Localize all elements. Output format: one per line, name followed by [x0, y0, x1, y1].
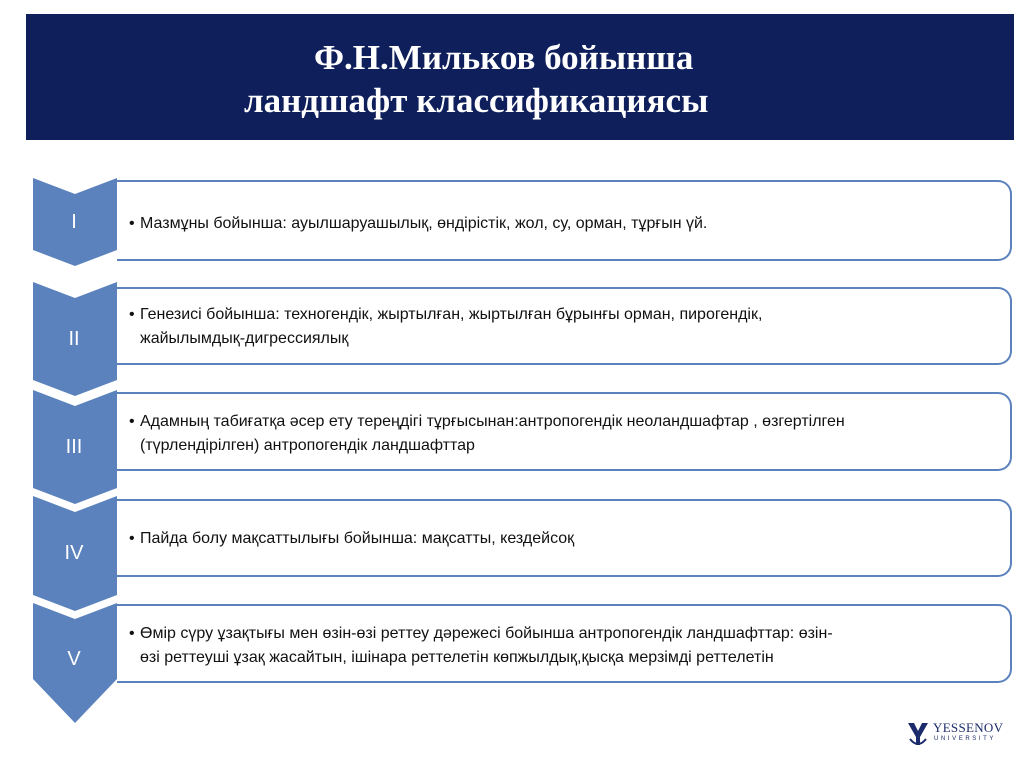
- item-text-3: [129, 410, 1000, 458]
- numeral-5: V: [67, 647, 81, 670]
- university-logo: [906, 719, 1002, 753]
- bullet-icon: •: [129, 413, 135, 430]
- chevron-4: [33, 496, 117, 611]
- item-box-1: [117, 180, 1012, 261]
- chevron-3: [33, 390, 117, 504]
- item-text-4: [129, 527, 1000, 551]
- item-box-2: [117, 287, 1012, 365]
- item-line: (түрлендірілген) антропогендік ландшафттар: [140, 437, 475, 454]
- bullet-icon: •: [129, 215, 135, 232]
- numeral-3: III: [65, 435, 83, 458]
- logo-subtitle: UNIVERSITY: [934, 736, 997, 742]
- numeral-4: IV: [64, 542, 84, 564]
- title-banner: [26, 14, 1014, 140]
- item-line: Генезисі бойынша: техногендік, жыртылған, жыртылған бұрынғы орман, пирогендік,: [140, 306, 763, 323]
- item-line: өзі реттеуші ұзақ жасайтын, ішінара реттелетін көпжылдық,қысқа мерзімді реттелетін: [140, 649, 774, 666]
- bullet-icon: •: [129, 306, 135, 323]
- bullet-icon: •: [129, 625, 135, 642]
- title-line-1: Ф.Н.Мильков бойынша: [314, 38, 694, 77]
- chevron-1: [33, 178, 117, 266]
- numeral-1: I: [71, 210, 77, 233]
- numeral-2: II: [68, 327, 80, 350]
- logo-emblem-icon: [906, 719, 930, 747]
- item-line: Адамның табиғатқа әсер ету тереңдігі тұрғысынан:антропогендік неоландшафтар , өзгертілген: [140, 413, 845, 430]
- item-line: Пайда болу мақсаттылығы бойынша: мақсатты, кездейсоқ: [140, 530, 575, 547]
- item-text-5: [129, 622, 1000, 670]
- chevron-5: [33, 603, 117, 723]
- item-line: Өмір сүру ұзақтығы мен өзін-өзі реттеу дәрежесі бойынша антропогендік ландшафттар: өзін-: [140, 625, 833, 642]
- item-line: Мазмұны бойынша: ауылшаруашылық, өндірістік, жол, су, орман, тұрғын үй.: [140, 215, 708, 232]
- bullet-icon: •: [129, 530, 135, 547]
- item-text-2: [129, 303, 1000, 351]
- item-box-3: [117, 392, 1012, 471]
- item-box-4: [117, 499, 1012, 577]
- item-box-5: [117, 604, 1012, 683]
- chevron-2: [33, 282, 117, 396]
- logo-name: YESSENOV: [933, 720, 1004, 735]
- item-line: жайылымдық-дигрессиялық: [140, 330, 349, 347]
- title-line-2: ландшафт классификациясы: [244, 81, 709, 120]
- item-text-1: [129, 212, 1000, 236]
